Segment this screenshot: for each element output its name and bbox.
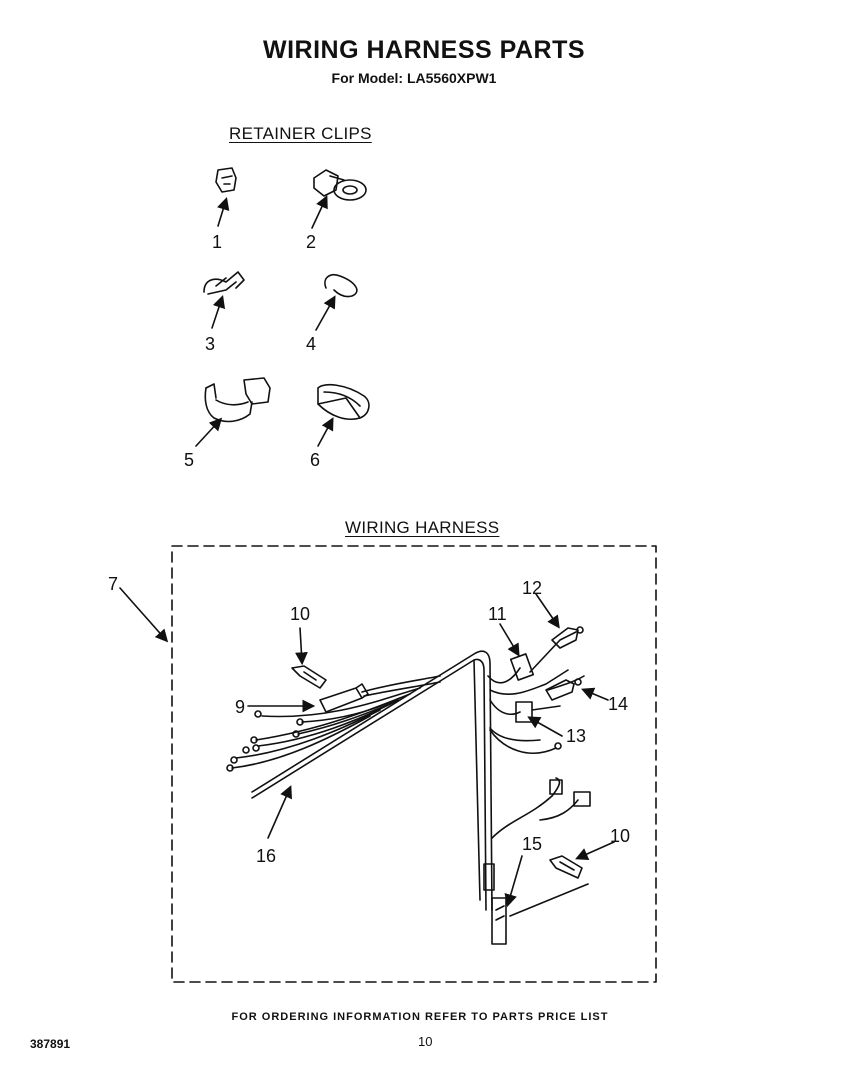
callout-14: 14 — [608, 694, 629, 714]
model-subtitle: For Model: LA5560XPW1 — [331, 70, 497, 86]
callout-6: 6 — [310, 450, 321, 470]
callout-1: 1 — [212, 232, 223, 252]
connector-13-drawing — [516, 702, 560, 722]
callout-12: 12 — [522, 578, 543, 598]
callout-2: 2 — [306, 232, 317, 252]
clip-3-drawing — [204, 272, 244, 294]
callout-4: 4 — [306, 334, 317, 354]
terminal-10-left-drawing — [292, 666, 326, 688]
callout-7: 7 — [108, 574, 119, 594]
callout-3: 3 — [205, 334, 216, 354]
harness-boundary — [172, 546, 656, 982]
left-branch-wires — [227, 688, 420, 771]
clip-6-drawing — [318, 385, 369, 420]
clip-4-drawing — [325, 275, 357, 297]
clip-5-drawing — [205, 378, 270, 421]
lower-loop-wires — [492, 778, 590, 838]
page-number: 10 — [418, 1034, 433, 1049]
callout-10-left: 10 — [290, 604, 311, 624]
callout-13: 13 — [566, 726, 587, 746]
clip-2-drawing — [314, 170, 366, 200]
harness-trunk — [252, 651, 506, 944]
connector-12-drawing — [552, 627, 583, 648]
callout-15: 15 — [522, 834, 543, 854]
callout-9: 9 — [235, 697, 246, 717]
page-title: WIRING HARNESS PARTS — [262, 36, 586, 64]
terminal-10-right-drawing — [550, 856, 582, 878]
clip-1-drawing — [216, 168, 236, 192]
callout-5: 5 — [184, 450, 195, 470]
callout-11: 11 — [488, 604, 507, 624]
wiring-harness-heading: WIRING HARNESS — [345, 518, 500, 537]
callout-16: 16 — [256, 846, 277, 866]
document-number: 387891 — [30, 1037, 71, 1051]
ordering-note: FOR ORDERING INFORMATION REFER TO PARTS PRICE LIST — [231, 1011, 609, 1023]
callout-10-right: 10 — [610, 826, 631, 846]
retainer-clips-heading: RETAINER CLIPS — [229, 124, 372, 143]
